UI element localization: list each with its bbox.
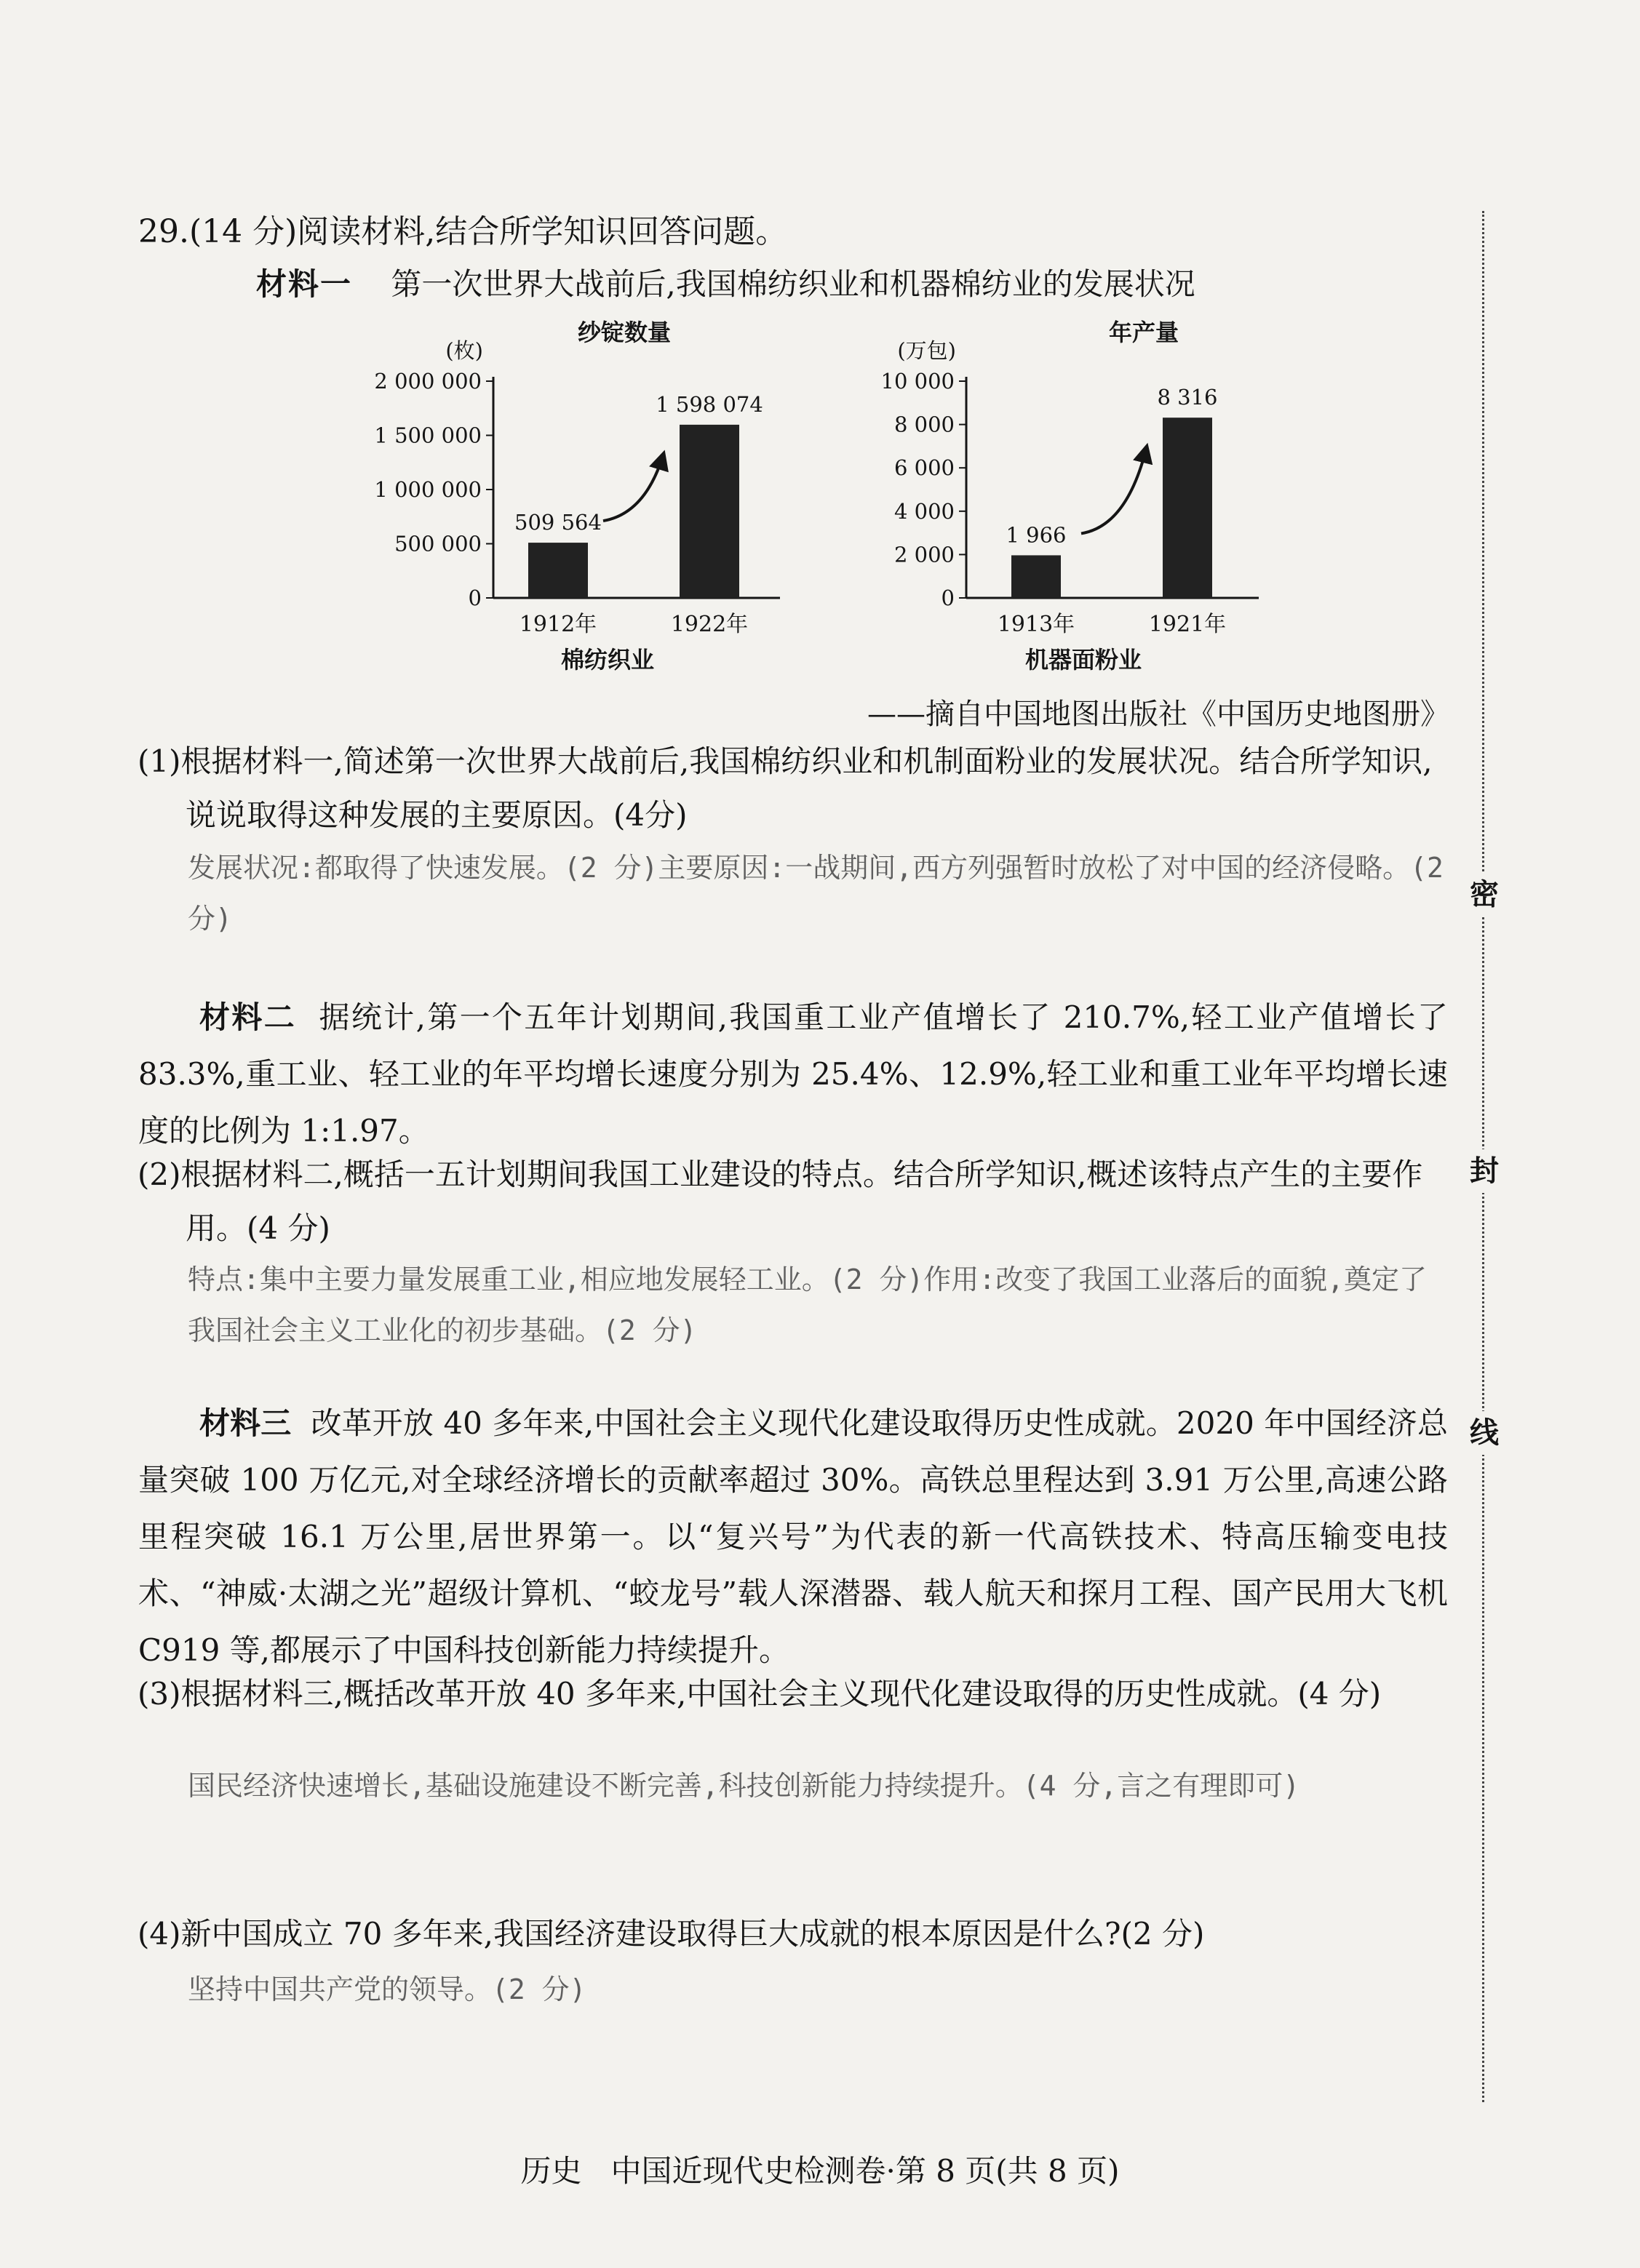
chart-y-tick-label: 0 bbox=[468, 586, 482, 610]
q2-label: (2) bbox=[138, 1157, 181, 1192]
chart-y-tick-label: 0 bbox=[941, 586, 955, 610]
chart-rising-arrow bbox=[1081, 447, 1147, 533]
q3-answer: 国民经济快速增长,基础设施建设不断完善,科技创新能力持续提升。(4 分,言之有理即可) bbox=[188, 1770, 1300, 1802]
question-1 bbox=[138, 735, 1452, 842]
page-footer bbox=[0, 2147, 1640, 2191]
footer-subject: 历史 bbox=[520, 2153, 582, 2189]
chart-x-label: 棉纺织业 bbox=[560, 646, 655, 674]
chart-y-tick-label: 1 500 000 bbox=[374, 423, 482, 448]
material3-text: 改革开放 40 多年来,中国社会主义现代化建设取得历史性成就。2020 年中国经济总量突破 100 万亿元,对全球经济增长的贡献率超过 30%。高铁总里程达到 3.91 万公里,高速公路里程突破 16.1 万公里,居世界第一。以“复兴号”为代表的新一代高铁技术、特高压输变电技术、“神威·太湖之光”超级计算机、“蛟龙号”载人深潜器、载人航天和探月工程、国产民用大飞机 C919 等,都展示了中国科技创新能力持续提升。 bbox=[138, 1405, 1448, 1668]
question-4 bbox=[138, 1907, 1452, 1961]
question-number: 29. bbox=[138, 213, 189, 250]
chart-category-label: 1921年 bbox=[1148, 612, 1227, 637]
material3-label: 材料三 bbox=[199, 1405, 292, 1441]
chart-x-label: 机器面粉业 bbox=[1024, 646, 1142, 674]
chart-y-tick-label: 10 000 bbox=[880, 369, 955, 394]
q4-answer: 坚持中国共产党的领导。(2 分) bbox=[188, 1973, 586, 2005]
material2-paragraph bbox=[138, 989, 1448, 1159]
question-score: (14 分) bbox=[188, 213, 298, 250]
chart-y-tick-label: 500 000 bbox=[394, 531, 482, 556]
chart-y-tick-label: 2 000 000 bbox=[374, 369, 482, 394]
q2-text: 根据材料二,概括一五计划期间我国工业建设的特点。结合所学知识,概述该特点产生的主要作用。(4 分) bbox=[180, 1157, 1423, 1246]
q1-answer: 发展状况:都取得了快速发展。(2 分)主要原因:一战期间,西方列强暂时放松了对中国的经济侵略。(2 分) bbox=[188, 852, 1444, 935]
chart-title: 纱锭数量 bbox=[577, 319, 672, 346]
chart-title: 年产量 bbox=[1108, 319, 1179, 346]
material2-label: 材料二 bbox=[199, 999, 297, 1035]
q3-label: (3) bbox=[138, 1676, 181, 1712]
chart-bar bbox=[1163, 418, 1212, 598]
chart-flour-output bbox=[881, 319, 1259, 674]
question-instruction: 阅读材料,结合所学知识回答问题。 bbox=[297, 213, 788, 250]
q1-text: 根据材料一,简述第一次世界大战前后,我国棉纺织业和机制面粉业的发展状况。结合所学知识,说说取得这种发展的主要原因。(4分) bbox=[180, 743, 1433, 833]
chart-y-tick-label: 1 000 000 bbox=[374, 477, 482, 502]
question-3 bbox=[138, 1667, 1452, 1721]
q3-text: 根据材料三,概括改革开放 40 多年来,中国社会主义现代化建设取得的历史性成就。(4 分) bbox=[180, 1676, 1382, 1712]
chart-y-unit: (枚) bbox=[445, 338, 483, 363]
material1-label: 材料一 bbox=[256, 266, 353, 302]
chart-spindle-count bbox=[374, 319, 780, 674]
chart-y-tick-label: 6 000 bbox=[893, 455, 955, 481]
chart-value-label: 509 564 bbox=[514, 510, 602, 535]
material1-charts bbox=[0, 0, 1640, 698]
binding-mark-feng: 封 bbox=[1468, 1149, 1500, 1193]
chart-y-tick-label: 2 000 bbox=[893, 542, 955, 567]
chart-y-unit: (万包) bbox=[897, 338, 956, 363]
material2-text: 据统计,第一个五年计划期间,我国重工业产值增长了 210.7%,轻工业产值增长了 83.3%,重工业、轻工业的年平均增长速度分别为 25.4%、12.9%,轻工业和重工业年平均增长速度的比例为 1:1.97。 bbox=[138, 999, 1448, 1149]
chart-category-label: 1922年 bbox=[670, 612, 749, 637]
material3-paragraph bbox=[138, 1395, 1448, 1679]
chart-y-tick-label: 4 000 bbox=[893, 498, 955, 524]
chart-value-label: 1 598 074 bbox=[656, 391, 763, 417]
binding-mark-xian: 线 bbox=[1468, 1411, 1500, 1455]
q4-text: 新中国成立 70 多年来,我国经济建设取得巨大成就的根本原因是什么?(2 分) bbox=[180, 1916, 1205, 1952]
material1-text: 第一次世界大战前后,我国棉纺织业和机器棉纺业的发展状况 bbox=[391, 266, 1195, 302]
footer-exam: 中国近现代史检测卷·第 8 页(共 8 页) bbox=[610, 2153, 1120, 2189]
chart-y-tick-label: 8 000 bbox=[893, 412, 955, 437]
chart-bar bbox=[680, 425, 739, 598]
chart-value-label: 8 316 bbox=[1157, 385, 1218, 410]
binding-mark-mi: 密 bbox=[1468, 873, 1500, 917]
chart-value-label: 1 966 bbox=[1006, 522, 1067, 548]
q4-label: (4) bbox=[138, 1916, 181, 1952]
question-2 bbox=[138, 1148, 1452, 1255]
q2-answer: 特点:集中主要力量发展重工业,相应地发展轻工业。(2 分)作用:改变了我国工业落后的面貌,奠定了我国社会主义工业化的初步基础。(2 分) bbox=[188, 1263, 1428, 1346]
chart-category-label: 1913年 bbox=[997, 612, 1075, 637]
chart-bar bbox=[528, 543, 588, 598]
chart-category-label: 1912年 bbox=[519, 612, 597, 637]
chart-rising-arrow bbox=[603, 454, 664, 521]
q1-label: (1) bbox=[138, 743, 181, 779]
chart-bar bbox=[1011, 555, 1061, 598]
material1-source: ——摘自中国地图出版社《中国历史地图册》 bbox=[867, 698, 1449, 731]
